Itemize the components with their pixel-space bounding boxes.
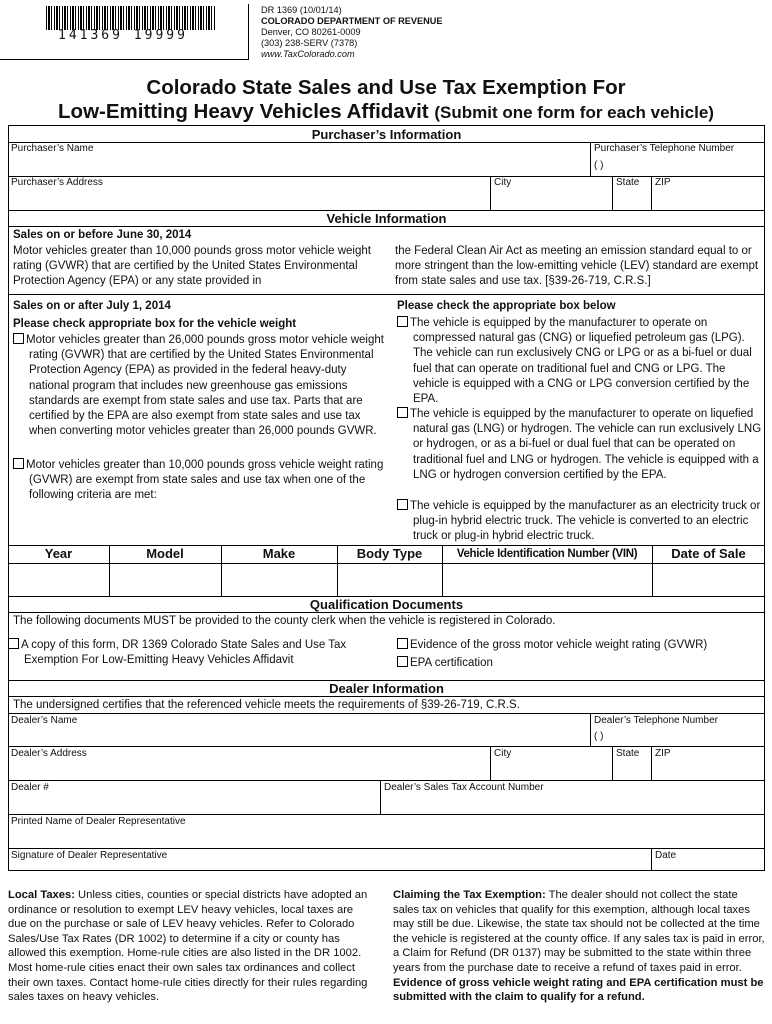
rule [8, 294, 765, 295]
dealer-name-input[interactable] [10, 727, 588, 745]
before-left-text: Motor vehicles greater than 10,000 pounds gross motor vehicle weight rating (GVWR) that are certified by the United States Environmental Protection Agency (EPA) or any state provided in [13, 245, 371, 288]
form-title-main: Low-Emitting Heavy Vehicles Affidavit [58, 100, 429, 123]
dealer-number-label: Dealer # [11, 782, 49, 793]
section-qualification: Qualification Documents [309, 597, 464, 612]
col-year: Year [44, 546, 73, 561]
dealer-state-label: State [616, 748, 640, 759]
printed-name-input[interactable] [10, 829, 763, 847]
claiming-text: The dealer should not collect the state sales tax on vehicles that qualify for this exemption, although local taxes may still be due. Likewise, the state tax should not be collected at the time the vehicle is registered at the county office. If any sales tax is paid in error, a Claim for Refund (DR 0137) may be submitted to the state within three years from the purchase date to receive a refund of taxes paid in error. [393, 889, 765, 974]
criteria-electric-text: The vehicle is equipped by the manufacturer as an electricity truck or plug-in hybrid electric truck. The vehicle is converted to an electric truck or plug-in hybrid electric truck. [410, 500, 761, 543]
doc-epa [397, 656, 763, 671]
doc-gvwr-text: Evidence of the gross motor vehicle weight rating (GVWR) [410, 639, 708, 651]
checkbox-electric[interactable] [397, 499, 408, 510]
doc-epa-text: EPA certification [410, 657, 493, 669]
rule [490, 746, 491, 780]
form-title-note: (Submit one form for each vehicle) [434, 103, 714, 122]
rule [651, 176, 652, 210]
dealer-account-label: Dealer’s Sales Tax Account Number [384, 782, 544, 793]
form-title-line1: Colorado State Sales and Use Tax Exemption For [146, 76, 626, 99]
printed-name-label: Printed Name of Dealer Representative [11, 816, 186, 827]
col-body-type: Body Type [356, 546, 423, 561]
purchaser-state-label: State [616, 177, 640, 188]
rule [8, 814, 765, 815]
purchaser-zip-label: ZIP [655, 177, 671, 188]
department: COLORADO DEPARTMENT OF REVENUE [261, 16, 443, 26]
form-id: DR 1369 (10/01/14) [261, 5, 342, 15]
checkbox-doc-gvwr[interactable] [397, 638, 408, 649]
purchaser-address-label: Purchaser’s Address [11, 177, 103, 188]
purchaser-name-label: Purchaser’s Name [11, 143, 94, 154]
criteria-cng-lpg [397, 316, 763, 407]
dealer-city-label: City [494, 748, 512, 759]
rule [590, 713, 591, 746]
vehicle-row-input[interactable] [9, 564, 764, 595]
after-instruction: Please check appropriate box for the vehicle weight [13, 318, 297, 330]
dealer-phone-parens[interactable]: ( ) [594, 731, 604, 742]
agency-phone: (303) 238-SERV (7378) [261, 38, 358, 48]
rule [590, 142, 591, 176]
rule [8, 780, 765, 781]
checkbox-doc-epa[interactable] [397, 656, 408, 667]
col-vin: Vehicle Identification Number (VIN) [456, 548, 638, 560]
checkbox-doc-affidavit[interactable] [8, 638, 19, 649]
option-over-10000-text: Motor vehicles greater than 10,000 pounds gross vehicle weight rating (GVWR) are exempt from state sales and use tax when one of the following criteria are met: [26, 459, 384, 502]
local-taxes-heading: Local Taxes: [8, 889, 75, 901]
claiming-note [393, 888, 765, 1005]
checkbox-over-10000[interactable] [13, 458, 24, 469]
rule [8, 696, 765, 697]
rule [612, 176, 613, 210]
col-make: Make [262, 546, 296, 561]
dealer-account-input[interactable] [382, 795, 763, 813]
rule [612, 746, 613, 780]
purchaser-address-input[interactable] [10, 190, 488, 209]
criteria-lng-hydrogen-text: The vehicle is equipped by the manufacturer to operate on liquefied natural gas (LNG) or hydrogen. The vehicle can run exclusively LNG or hydrogen, or as a bi-fuel or dual fuel that can be operated on traditional fuel and LNG or hydrogen. The vehicle is equipped with a LNG or hydrogen conversion certified by the EPA. [410, 408, 762, 481]
checkbox-lng-hydrogen[interactable] [397, 407, 408, 418]
dealer-name-label: Dealer’s Name [11, 715, 78, 726]
barcode [46, 6, 216, 30]
rule [651, 848, 652, 871]
option-over-26000-text: Motor vehicles greater than 26,000 pounds gross motor vehicle weight rating (GVWR) that are certified by the United States Environmental Protection Agency (EPA) as provided in the federal heavy-duty national program that includes new greenhouse gas emissions standards are exempt from state sales and use tax. Parts that are certified by the EPA are also exempt from state sales and use tax when converting motor vehicles greater than 26,000 pounds GVWR. [26, 334, 384, 438]
local-taxes-text: Unless cities, counties or special districts have adopted an ordinance or resolution to exempt LEV heavy vehicles, local taxes are due on the purchase or sale of LEV heavy vehicles. Refer to Colorado Sales/Use Tax Rates (DR 1002) to determine if a city or county has allowed this exemption. Home-rule cities are also listed in the DR 1002. Most home-rule cities enact their own sales tax ordinances and collect their own taxes. Contact home-rule cities directly for their rules regarding sales taxes on heavy vehicles. [8, 889, 368, 1004]
rule [490, 176, 491, 210]
signature-label: Signature of Dealer Representative [11, 850, 168, 861]
checkbox-cng-lpg[interactable] [397, 316, 408, 327]
purchaser-city-label: City [494, 177, 512, 188]
dealer-intro: The undersigned certifies that the referenced vehicle meets the requirements of §39-26-719, C.R.S. [13, 699, 520, 711]
option-over-10000 [13, 458, 387, 504]
dealer-address-label: Dealer’s Address [11, 748, 87, 759]
rule [8, 713, 765, 714]
option-over-26000 [13, 333, 387, 439]
col-model: Model [146, 546, 184, 561]
section-purchaser: Purchaser’s Information [311, 127, 462, 142]
rule [651, 746, 652, 780]
rule [8, 226, 765, 227]
dealer-address-input[interactable] [10, 761, 488, 779]
agency-address: Denver, CO 80261-0009 [261, 27, 361, 37]
dealer-phone-label: Dealer’s Telephone Number [594, 715, 718, 726]
dealer-zip-label: ZIP [655, 748, 671, 759]
before-heading: Sales on or before June 30, 2014 [13, 229, 192, 241]
criteria-cng-lpg-text: The vehicle is equipped by the manufacturer to operate on compressed natural gas (CNG) or liquefied petroleum gas (LPG). The vehicle can run exclusively CNG or LPG or as a bi-fuel or dual fuel that can operate on traditional fuel and CNG or LPG. The vehicle is equipped with a CNG or LPG conversion certified by the EPA. [410, 317, 752, 406]
rule [380, 780, 381, 814]
date-label: Date [655, 850, 677, 861]
signature-input[interactable] [10, 862, 649, 870]
criteria-lng-hydrogen [397, 407, 763, 483]
after-heading: Sales on or after July 1, 2014 [13, 300, 171, 312]
qualification-intro: The following documents MUST be provided to the county clerk when the vehicle is registered in Colorado. [13, 615, 556, 627]
rule [8, 612, 765, 613]
corner-line [0, 59, 249, 60]
before-right-text: the Federal Clean Air Act as meeting an emission standard equal to or more stringent than the low-emitting vehicle (LEV) standard are exempt from state sales and use tax. [§39-26-719, C.R.S.] [395, 245, 759, 288]
purchaser-phone-parens[interactable]: ( ) [594, 160, 604, 171]
doc-affidavit-text: A copy of this form, DR 1369 Colorado State Sales and Use Tax Exemption For Low-Emitting Heavy Vehicles Affidavit [21, 639, 347, 667]
right-instruction: Please check the appropriate box below [397, 300, 616, 312]
section-vehicle: Vehicle Information [326, 211, 447, 226]
doc-gvwr [397, 638, 763, 653]
local-taxes-note [8, 888, 370, 1005]
purchaser-name-input[interactable] [10, 156, 588, 175]
col-date-of-sale: Date of Sale [671, 546, 746, 561]
agency-website: www.TaxColorado.com [261, 49, 355, 59]
checkbox-over-26000[interactable] [13, 333, 24, 344]
claiming-heading: Claiming the Tax Exemption: [393, 889, 546, 901]
barcode-number: 141369 19999 [58, 28, 188, 43]
dealer-number-input[interactable] [10, 795, 378, 813]
claiming-bold: Evidence of gross vehicle weight rating and EPA certification must be submitted with the claim to qualify for a refund. [393, 976, 764, 1004]
agency-header [261, 5, 443, 60]
corner-line [248, 4, 249, 60]
purchaser-phone-label: Purchaser’s Telephone Number [594, 143, 735, 154]
section-dealer: Dealer Information [329, 681, 444, 696]
doc-affidavit [8, 638, 380, 668]
criteria-electric [397, 499, 763, 545]
form-title-line2 [0, 100, 772, 124]
